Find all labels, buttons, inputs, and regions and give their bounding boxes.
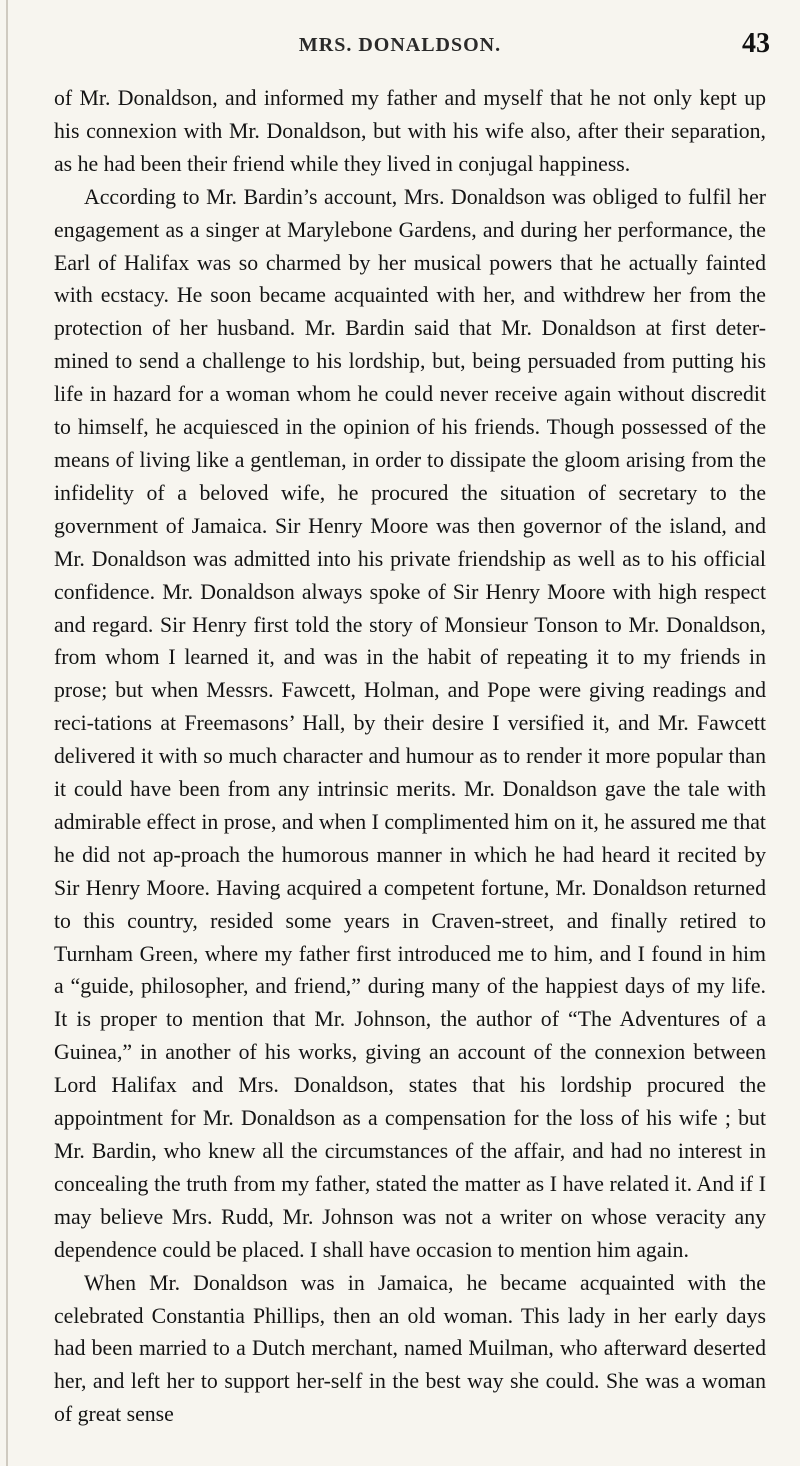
- page-number: 43: [742, 28, 770, 59]
- page-header: [0, 28, 800, 74]
- page-edge-line: [6, 0, 8, 1466]
- paragraph-continuation: of Mr. Donaldson, and informed my father and myself that he not only kept up his connexion with Mr. Donaldson, but with his wife also, after their separation, as he had been their friend while they lived in conjugal happiness.: [54, 86, 766, 176]
- paragraph-jamaica: When Mr. Donaldson was in Jamaica, he became acquainted with the celebrated Constantia Phillips, then an old woman. This lady in her early days had been married to a Dutch merchant, named Muilman, who afterward deserted her, and left her to support her-self in the best way she could. She was a woman of great sense: [54, 1270, 766, 1427]
- paragraph-bardin-account: According to Mr. Bardin’s account, Mrs. Donaldson was obliged to fulfil her engagement as a singer at Marylebone Gardens, and during her performance, the Earl of Halifax was so charmed by her musical powers that he actually fainted with ecstacy. He soon became acquainted with her, and withdrew her from the protection of her husband. Mr. Bardin said that Mr. Donaldson at first deter-mined to send a challenge to his lordship, but, being persuaded from putting his life in hazard for a woman whom he could never receive again without discredit to himself, he acquiesced in the opinion of his friends. Though possessed of the means of living like a gentleman, in order to dissipate the gloom arising from the infidelity of a beloved wife, he procured the situation of secretary to the government of Jamaica. Sir Henry Moore was then governor of the island, and Mr. Donaldson was admitted into his private friendship as well as to his official confidence. Mr. Donaldson always spoke of Sir Henry Moore with high respect and regard. Sir Henry first told the story of Monsieur Tonson to Mr. Donaldson, from whom I learned it, and was in the habit of repeating it to my friends in prose; but when Messrs. Fawcett, Holman, and Pope were giving readings and reci-tations at Freemasons’ Hall, by their desire I versified it, and Mr. Fawcett delivered it with so much character and humour as to render it more popular than it could have been from any intrinsic merits. Mr. Donaldson gave the tale with admirable effect in prose, and when I complimented him on it, he assured me that he did not ap-proach the humorous manner in which he had heard it recited by Sir Henry Moore. Having acquired a competent fortune, Mr. Donaldson returned to this country, resided some years in Craven-street, and finally retired to Turnham Green, where my father first introduced me to him, and I found in him a “guide, philosopher, and friend,” during many of the happiest days of my life. It is proper to mention that Mr. Johnson, the author of “The Adventures of a Guinea,” in another of his works, giving an account of the connexion between Lord Halifax and Mrs. Donaldson, states that his lordship procured the appointment for Mr. Donaldson as a compensation for the loss of his wife ; but Mr. Bardin, who knew all the circumstances of the affair, and had no interest in concealing the truth from my father, stated the matter as I have related it. And if I may believe Mrs. Rudd, Mr. Johnson was not a writer on whose veracity any dependence could be placed. I shall have occasion to mention him again.: [54, 184, 766, 1262]
- running-head: MRS. DONALDSON.: [298, 34, 502, 56]
- body-text: [54, 82, 766, 1431]
